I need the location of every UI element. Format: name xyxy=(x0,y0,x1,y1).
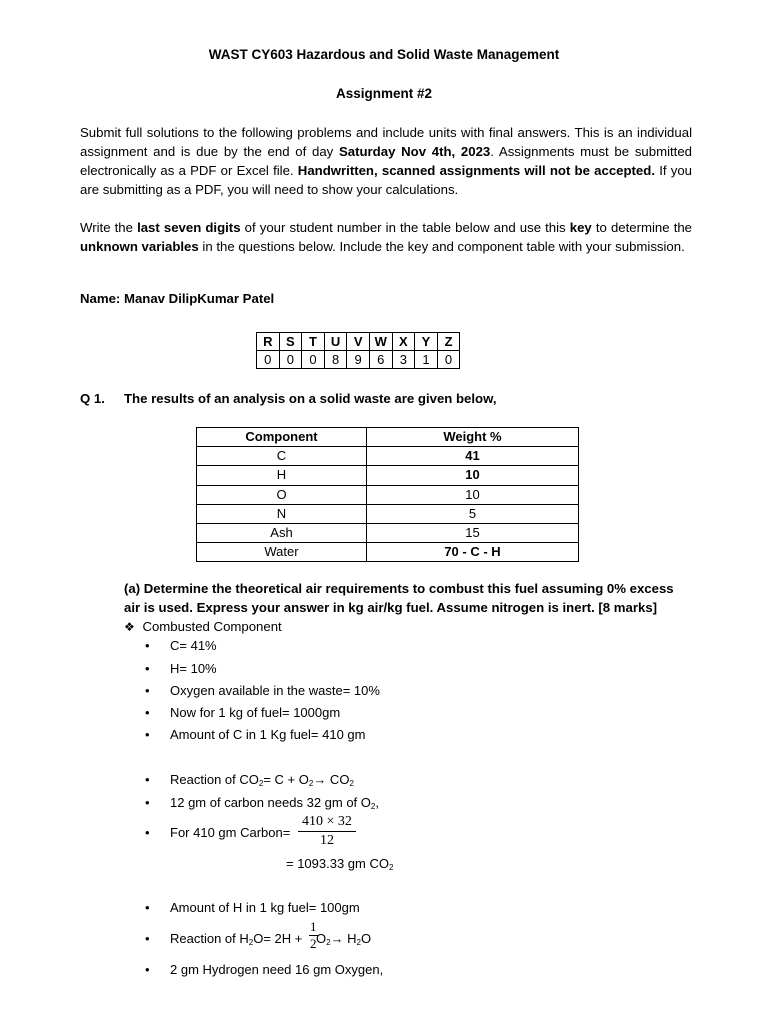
key-letters-row xyxy=(257,333,460,351)
q1-number: Q 1. xyxy=(80,391,105,406)
table-header-row xyxy=(197,428,579,447)
key-letter: Y xyxy=(415,333,438,351)
header-component: Component xyxy=(197,428,367,447)
assignment-number: Assignment #2 xyxy=(335,86,433,101)
key-table xyxy=(256,332,460,369)
key-letter: V xyxy=(347,333,370,351)
key-letter: U xyxy=(324,333,347,351)
result-co2: = 1093.33 gm $CO_2$ xyxy=(286,856,394,872)
doc-title: WAST CY603 Hazardous and Solid Waste Management xyxy=(208,47,560,62)
table-row: Ash 15 xyxy=(197,523,579,542)
table-row: N 5 xyxy=(197,504,579,523)
q1-text: The results of an analysis on a solid waste are given below, xyxy=(124,391,497,406)
key-digit: 3 xyxy=(392,351,415,369)
table-row: Water 70 - C - H xyxy=(197,543,579,562)
key-digit: 9 xyxy=(347,351,370,369)
table-row: O 10 xyxy=(197,485,579,504)
document-page: WAST CY603 Hazardous and Solid Waste Management Assignment #2 Submit full solutions to the following problems and include units with final answers. This is an individual assignment and is due by the end of day Saturday Nov 4th, 2023. Assignments must be submitted electronically as a PDF or Excel file. Handwritten, scanned assignments will not be accepted. If you are submitting as a PDF, you will need to show your calculations. Write the last seven digits of your student number in the table below and use this key to determine the unknown variables in the questions below. Include the key and component table with your submission. Name: Manav DilipKumar Patel R S T U V W X Y Z 0 0 0 8 9 6 3 1 0 Q 1. The results of an analysis on a solid waste are given below, Component Weight % C 41 H 10 O 10 N 5 Ash 15 Water 70 - C - H (a) Determine the theoretical air requirements to combust this fuel assuming 0% excess air is used. Express your answer in kg air/kg fuel. Assume nitrogen is inert. [8 marks] ❖ Combusted Component C= 41% H= 10% Oxygen available in the waste= 10% Now for 1 kg of fuel= 1000gm Amount of C in 1 Kg fuel= 410 gm Reaction of $CO_2= C + O_2\to CO_2$ 12 gm of carbon needs 32 gm of $O_2$, For 410 gm Carbon= $\frac{410 \times 32}{12}$ = 1093.33 gm $CO_2$ Amount of H in 1 kg fuel= 100gm Reaction of $H_2O= 2H + O_2\to H_2O$ $\frac{1}{2}$ 2 gm Hydrogen need 16 gm Oxygen, xyxy=(0,0,768,1024)
key-digit: 0 xyxy=(302,351,325,369)
key-digits-row xyxy=(257,351,460,369)
key-digit: 6 xyxy=(369,351,392,369)
key-digit: 0 xyxy=(437,351,460,369)
student-name: Name: Manav DilipKumar Patel xyxy=(80,291,275,306)
key-digit: 8 xyxy=(324,351,347,369)
key-digit: 0 xyxy=(279,351,302,369)
key-instructions: Write the last seven digits of your student number in the table below and use this key to determine the unknown variables in the questions below. Include the key and component table with your submission. xyxy=(80,220,693,254)
key-letter: X xyxy=(392,333,415,351)
combusted-heading: ❖ Combusted Component xyxy=(124,619,282,634)
table-row: C 41 xyxy=(197,447,579,466)
key-digit: 0 xyxy=(257,351,280,369)
component-table xyxy=(196,427,579,562)
table-row: H 10 xyxy=(197,466,579,485)
diamond-bullet-icon: ❖ xyxy=(124,620,135,634)
part-a-line1: (a) Determine the theoretical air requirements to combust this fuel assuming 0% excess xyxy=(124,581,674,596)
key-letter: Z xyxy=(437,333,460,351)
key-letter: S xyxy=(279,333,302,351)
key-digit: 1 xyxy=(415,351,438,369)
intro-paragraph: Submit full solutions to the following problems and include units with final answers. This is an individual assignment and is due by the end of day Saturday Nov 4th, 2023. Assignments must be submitted electronically as a PDF or Excel file. Handwritten, scanned assignments will not be accepted. If you are submitting as a PDF, you will need to show your calculations. xyxy=(80,125,692,197)
fraction-410x32-over-12: $\frac{410 \times 32}{12}$ xyxy=(298,813,356,850)
header-weight: Weight % xyxy=(367,428,579,447)
key-letter: W xyxy=(369,333,392,351)
part-a-line2: air is used. Express your answer in kg air/kg fuel. Assume nitrogen is inert. [8 marks] xyxy=(124,600,658,615)
key-letter: R xyxy=(257,333,280,351)
fraction-half: $\frac{1}{2}$ xyxy=(310,919,317,951)
key-letter: T xyxy=(302,333,325,351)
